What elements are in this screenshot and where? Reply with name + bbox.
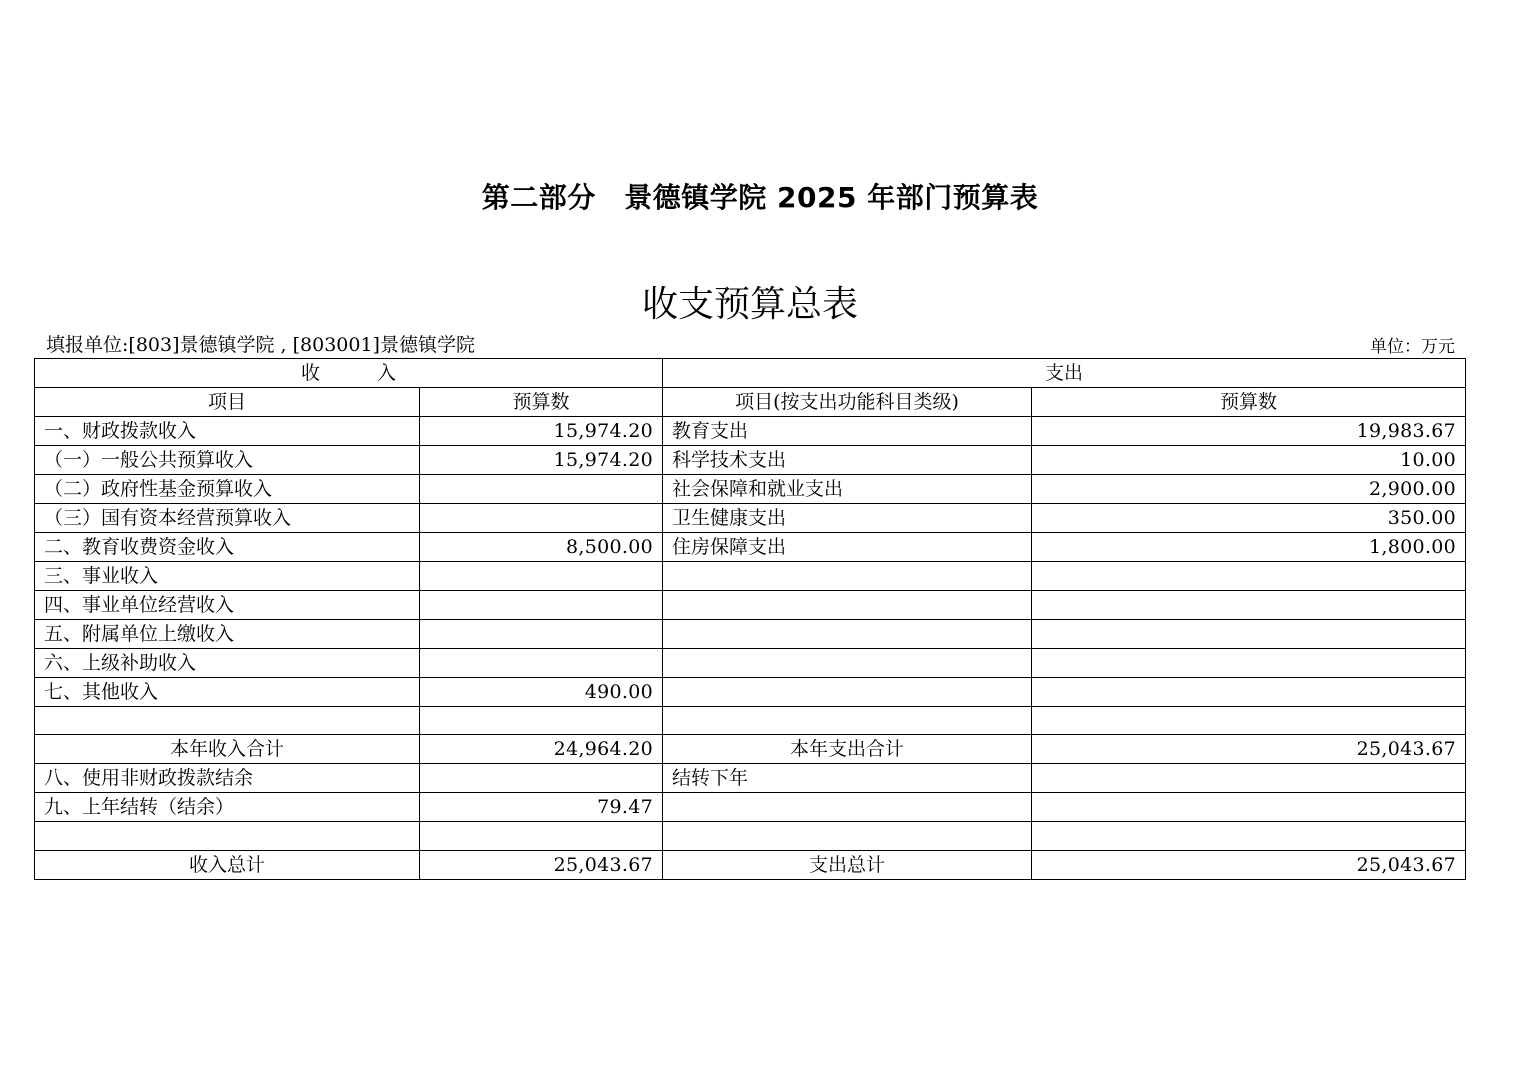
expense-item: 住房保障支出 (663, 533, 1032, 562)
unit-label: 单位：万元 (1370, 337, 1455, 357)
table-row (35, 822, 1466, 850)
expense-group-header: 支出 (663, 359, 1466, 388)
income-amount (420, 822, 663, 850)
income-item: （一）一般公共预算收入 (35, 446, 420, 475)
income-amount: 15,974.20 (420, 417, 663, 446)
expense-amount (1032, 591, 1466, 620)
expense-item: 支出总计 (663, 850, 1032, 879)
expense-amount: 25,043.67 (1032, 735, 1466, 764)
table-row (35, 620, 1466, 649)
income-amount (420, 591, 663, 620)
table-row (35, 678, 1466, 707)
income-amount: 15,974.20 (420, 446, 663, 475)
table-row (35, 417, 1466, 446)
income-item: 收入总计 (35, 850, 420, 879)
income-amount (420, 649, 663, 678)
income-amount (420, 562, 663, 591)
expense-amount (1032, 562, 1466, 591)
income-item: 九、上年结转（结余） (35, 793, 420, 822)
expense-item (663, 562, 1032, 591)
expense-item: 科学技术支出 (663, 446, 1032, 475)
income-amount (420, 707, 663, 735)
income-amount (420, 504, 663, 533)
table-row (35, 793, 1466, 822)
income-item: （二）政府性基金预算收入 (35, 475, 420, 504)
expense-item (663, 678, 1032, 707)
income-item (35, 822, 420, 850)
expense-amount (1032, 620, 1466, 649)
income-item: 一、财政拨款收入 (35, 417, 420, 446)
expense-item (663, 707, 1032, 735)
income-amount (420, 620, 663, 649)
expense-item-header: 项目(按支出功能科目类级) (663, 388, 1032, 417)
table-row (35, 707, 1466, 735)
expense-item: 卫生健康支出 (663, 504, 1032, 533)
expense-amount (1032, 764, 1466, 793)
income-item: （三）国有资本经营预算收入 (35, 504, 420, 533)
budget-table (34, 358, 1466, 880)
income-group-header: 收 入 (35, 359, 663, 388)
income-item: 八、使用非财政拨款结余 (35, 764, 420, 793)
total-row (35, 850, 1466, 879)
income-item: 六、上级补助收入 (35, 649, 420, 678)
expense-item (663, 793, 1032, 822)
income-item: 五、附属单位上缴收入 (35, 620, 420, 649)
income-item: 三、事业收入 (35, 562, 420, 591)
expense-amount (1032, 793, 1466, 822)
table-row (35, 649, 1466, 678)
expense-item (663, 620, 1032, 649)
table-row (35, 504, 1466, 533)
income-amount (420, 475, 663, 504)
income-item (35, 707, 420, 735)
table-row (35, 475, 1466, 504)
income-item: 四、事业单位经营收入 (35, 591, 420, 620)
table-title: 收支预算总表 (641, 284, 858, 325)
expense-amount-header: 预算数 (1032, 388, 1466, 417)
expense-amount (1032, 649, 1466, 678)
table-row (35, 446, 1466, 475)
income-item: 本年收入合计 (35, 735, 420, 764)
expense-item: 社会保障和就业支出 (663, 475, 1032, 504)
expense-amount: 25,043.67 (1032, 850, 1466, 879)
expense-item (663, 649, 1032, 678)
income-amount: 8,500.00 (420, 533, 663, 562)
income-item: 七、其他收入 (35, 678, 420, 707)
income-item: 二、教育收费资金收入 (35, 533, 420, 562)
expense-amount (1032, 678, 1466, 707)
expense-item: 教育支出 (663, 417, 1032, 446)
expense-amount: 2,900.00 (1032, 475, 1466, 504)
table-row (35, 591, 1466, 620)
expense-amount (1032, 822, 1466, 850)
expense-amount: 19,983.67 (1032, 417, 1466, 446)
expense-item: 结转下年 (663, 764, 1032, 793)
income-amount: 24,964.20 (420, 735, 663, 764)
column-header-row (35, 388, 1466, 417)
table-row (35, 533, 1466, 562)
group-header-row (35, 359, 1466, 388)
table-row (35, 562, 1466, 591)
subtotal-row (35, 735, 1466, 764)
expense-item (663, 591, 1032, 620)
table-row (35, 764, 1466, 793)
income-item-header: 项目 (35, 388, 420, 417)
part-title: 第二部分 景德镇学院 2025 年部门预算表 (481, 181, 1039, 214)
income-amount: 490.00 (420, 678, 663, 707)
expense-amount: 10.00 (1032, 446, 1466, 475)
expense-item (663, 822, 1032, 850)
income-amount: 25,043.67 (420, 850, 663, 879)
income-amount-header: 预算数 (420, 388, 663, 417)
expense-amount (1032, 707, 1466, 735)
filler-unit: 填报单位:[803]景德镇学院 , [803001]景德镇学院 (46, 334, 475, 356)
expense-amount: 350.00 (1032, 504, 1466, 533)
income-amount: 79.47 (420, 793, 663, 822)
expense-amount: 1,800.00 (1032, 533, 1466, 562)
income-amount (420, 764, 663, 793)
expense-item: 本年支出合计 (663, 735, 1032, 764)
